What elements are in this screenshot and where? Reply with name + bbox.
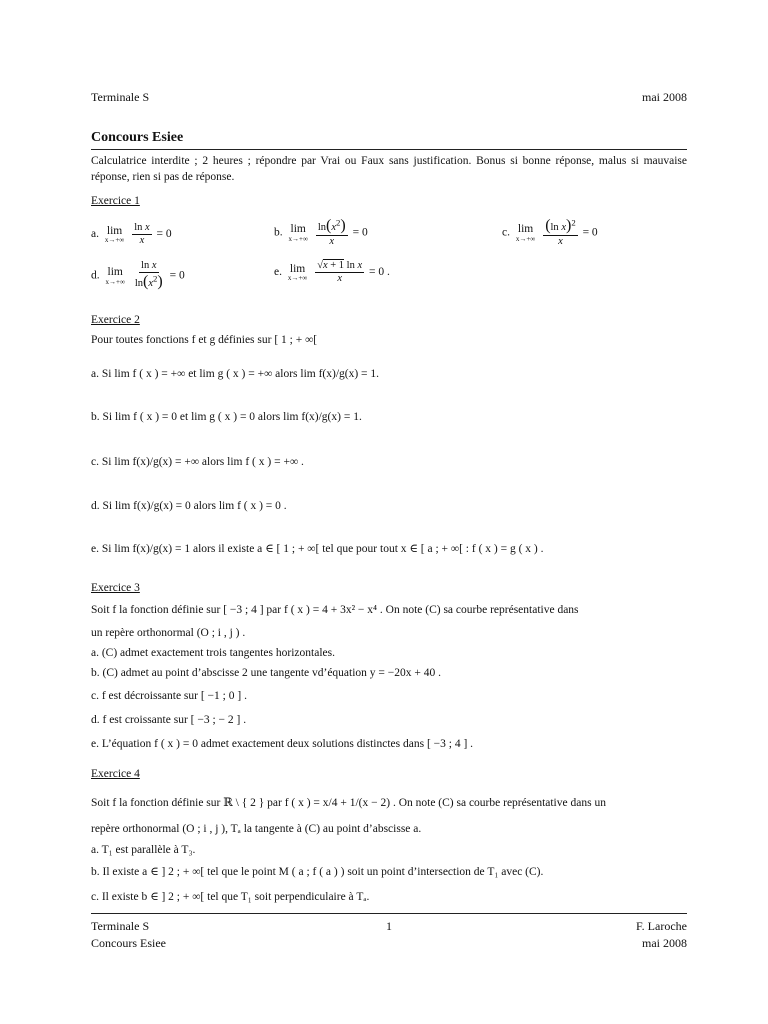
footer-rule bbox=[91, 913, 687, 914]
ex1-item-e: e. lim x→+∞ $\frac{\text{√x + 1 ln x}}{x}$ = 0 . bbox=[274, 260, 390, 285]
ex3-item-b: b. (C) admet au point d’abscisse 2 une tangente vd’équation y = −20x + 40 . bbox=[91, 667, 442, 679]
title-rule bbox=[91, 149, 687, 150]
header-date: mai 2008 bbox=[642, 90, 687, 104]
ex1-item-b: b. lim x→+∞ $\frac{\ln(x^2)}{x}$ = 0 bbox=[274, 217, 368, 248]
footer-date: mai 2008 bbox=[642, 935, 687, 950]
ex3-item-d: d. f est croissante sur [ −3 ; − 2 ] . bbox=[91, 714, 247, 726]
intro-paragraph: Calculatrice interdite ; 2 heures ; répondre par Vrai ou Faux sans justification. Bonus si bonne réponse, malus si mauvaise réponse, rien si pas de réponse. bbox=[91, 155, 687, 183]
exercise-1-heading: Exercice 1 bbox=[91, 195, 140, 207]
ex3-item-c: c. f est décroissante sur [ −1 ; 0 ] . bbox=[91, 690, 247, 702]
ex3-item-a: a. (C) admet exactement trois tangentes horizontales. bbox=[91, 647, 335, 659]
page-header bbox=[91, 90, 687, 104]
footer-author: F. Laroche bbox=[635, 919, 687, 933]
ex2-item-a: a. Si lim f ( x ) = +∞ et lim g ( x ) = +∞ alors lim f(x)/g(x) = 1. bbox=[91, 368, 380, 380]
ex2-item-d: d. Si lim f(x)/g(x) = 0 alors lim f ( x ) = 0 . bbox=[91, 500, 287, 512]
ex3-item-e: e. L’équation f ( x ) = 0 admet exactement deux solutions distinctes dans [ −3 ; 4 ] . bbox=[91, 738, 474, 750]
ex4-line-2: repère orthonormal (O ; i , j ), Tₐ la tangente à (C) au point d’abscisse a. bbox=[91, 823, 422, 835]
ex4-item-b: b. Il existe a ∈ ] 2 ; + ∞[ tel que le point M ( a ; f ( a ) ) soit un point d’intersection de T₁ avec (C). bbox=[91, 866, 544, 878]
page-number: 1 bbox=[386, 919, 392, 933]
footer-class: Terminale S bbox=[91, 919, 150, 933]
exercise-4-heading: Exercice 4 bbox=[91, 768, 140, 780]
header-class: Terminale S bbox=[91, 90, 150, 104]
ex1-item-c: c. lim x→+∞ $\frac{(\ln x)^2}{x}$ = 0 bbox=[502, 217, 598, 248]
ex2-intro: Pour toutes fonctions f et g définies sur [ 1 ; + ∞[ bbox=[91, 334, 318, 346]
ex2-item-c: c. Si lim f(x)/g(x) = +∞ alors lim f ( x ) = +∞ . bbox=[91, 456, 304, 468]
document-page bbox=[91, 0, 687, 1024]
ex4-item-c: c. Il existe b ∈ ] 2 ; + ∞[ tel que T₁ soit perpendiculaire à Tₐ. bbox=[91, 891, 370, 903]
ex2-item-e: e. Si lim f(x)/g(x) = 1 alors il existe a ∈ [ 1 ; + ∞[ tel que pour tout x ∈ [ a ; + ∞[ : f ( x ) = g ( x ) . bbox=[91, 543, 544, 555]
ex3-line-1: Soit f la fonction définie sur [ −3 ; 4 ] par f ( x ) = 4 + 3x² − x⁴ . On note (C) sa courbe représentative dans bbox=[91, 604, 579, 616]
footer-title: Concours Esiee bbox=[91, 935, 166, 950]
ex4-line-1: Soit f la fonction définie sur ℝ \ { 2 } par f ( x ) = x/4 + 1/(x − 2) . On note (C) sa courbe représentative dans un bbox=[91, 797, 606, 809]
ex4-item-a: a. T₁ est parallèle à T₃. bbox=[91, 844, 196, 856]
page-title: Concours Esiee bbox=[91, 130, 184, 145]
ex1-item-d: d. lim x→+∞ $\frac{\text{ln x}}{\ln(x^2)}$ = 0 bbox=[91, 260, 185, 291]
ex3-line-2: un repère orthonormal (O ; i , j ) . bbox=[91, 627, 246, 639]
exercise-2-heading: Exercice 2 bbox=[91, 314, 140, 326]
ex1-item-a: a. lim x→+∞ $\frac{\text{ln x}}{x}$ = 0 bbox=[91, 222, 172, 247]
ex2-item-b: b. Si lim f ( x ) = 0 et lim g ( x ) = 0 alors lim f(x)/g(x) = 1. bbox=[91, 411, 362, 423]
exercise-3-heading: Exercice 3 bbox=[91, 582, 140, 594]
